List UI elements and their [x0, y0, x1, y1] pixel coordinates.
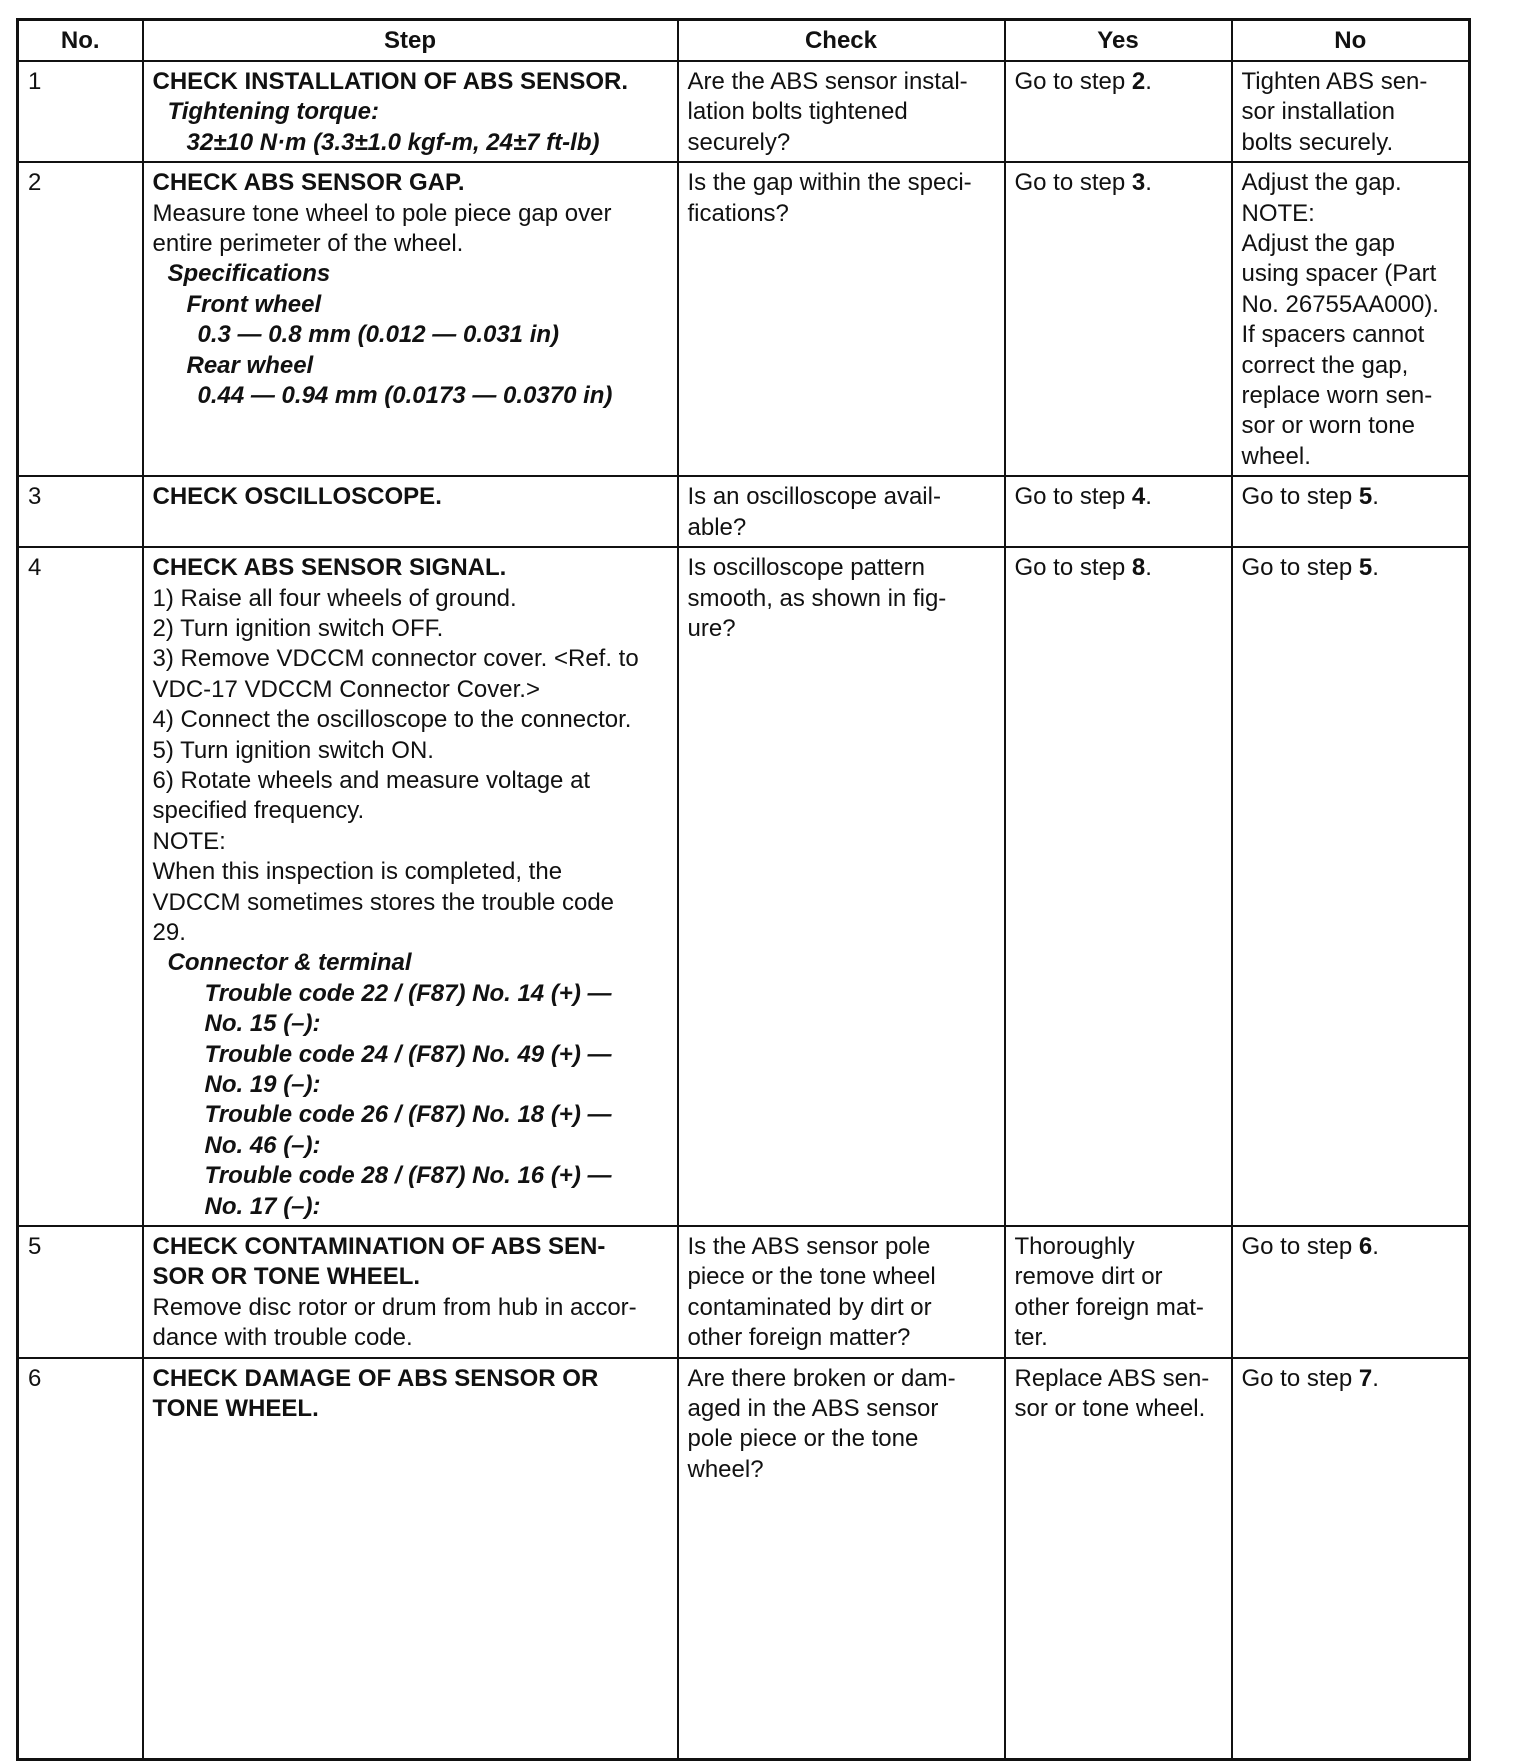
step-line: 29. [152, 918, 186, 946]
step-line: CHECK INSTALLATION OF ABS SENSOR. [152, 68, 629, 95]
check-question: Are the ABS sensor instal- lation bolts tightened securely? [687, 68, 968, 156]
table-row [18, 547, 1470, 1226]
step-line: dance with trouble code. [152, 1324, 413, 1352]
check-question: Is the gap within the speci- fications? [687, 169, 972, 227]
no-outcome-text: Go to step [1241, 1233, 1359, 1261]
table-row [18, 476, 1470, 547]
step-line: No. 46 (–): [204, 1131, 321, 1159]
yes-outcome-text: Go to step [1014, 169, 1132, 197]
step-line: Remove disc rotor or drum from hub in accor- [152, 1293, 637, 1321]
header-no-action: No [1232, 20, 1470, 62]
step-line: 0.44 — 0.94 mm (0.0173 — 0.0370 in) [197, 382, 613, 410]
step-line: Trouble code 26 / (F87) No. 18 (+) — [204, 1101, 612, 1129]
yes-outcome-text: Go to step [1014, 68, 1132, 95]
check-cell [678, 162, 1005, 476]
no-cell [1232, 1226, 1470, 1358]
no-outcome-period: . [1372, 1364, 1379, 1392]
check-question: Is the ABS sensor pole piece or the tone wheel contaminated by dirt or other foreign matter? [687, 1233, 936, 1352]
check-cell [678, 1226, 1005, 1358]
step-number-cell: 6 [18, 1358, 143, 1760]
diagnostic-table [16, 18, 1471, 1761]
no-outcome-step-number: 5 [1358, 554, 1373, 582]
step-line: CHECK ABS SENSOR SIGNAL. [152, 554, 507, 582]
step-line: No. 15 (–): [204, 1010, 321, 1038]
check-cell [678, 1358, 1005, 1760]
step-number-cell: 2 [18, 162, 143, 476]
yes-outcome-text: Replace ABS sen- sor or tone wheel. [1014, 1364, 1210, 1423]
yes-cell [1005, 476, 1232, 547]
header-row [18, 20, 1470, 62]
step-line: TONE WHEEL. [152, 1395, 319, 1423]
yes-outcome-text: Go to step [1014, 554, 1132, 582]
yes-outcome-step-number: 4 [1131, 483, 1146, 511]
table-body [18, 61, 1470, 1760]
yes-outcome-step-number: 8 [1131, 554, 1146, 582]
no-outcome-period: . [1372, 554, 1379, 582]
check-question: Is oscilloscope pattern smooth, as shown in fig- ure? [687, 554, 947, 642]
step-line: When this inspection is completed, the [152, 858, 563, 886]
yes-outcome-text: Go to step [1014, 483, 1132, 511]
no-cell [1232, 1358, 1470, 1760]
no-outcome-text: Adjust the gap. NOTE: Adjust the gap using spacer (Part No. 26755AA000). If spacers cannot correct the gap, replace worn sen- sor or worn tone wheel. [1241, 169, 1439, 470]
step-line: CHECK OSCILLOSCOPE. [152, 483, 442, 511]
step-number-cell: 1 [18, 61, 143, 162]
step-line: entire perimeter of the wheel. [152, 230, 464, 258]
step-line: Tightening torque: [167, 98, 380, 126]
no-outcome-step-number: 7 [1358, 1364, 1373, 1392]
step-line: Trouble code 28 / (F87) No. 16 (+) — [204, 1162, 612, 1190]
yes-outcome-period: . [1145, 483, 1152, 511]
header-check: Check [678, 20, 1005, 62]
yes-cell [1005, 162, 1232, 476]
yes-outcome-period: . [1145, 169, 1152, 197]
step-number-cell: 5 [18, 1226, 143, 1358]
step-cell [143, 547, 678, 1226]
no-outcome-text: Tighten ABS sen- sor installation bolts securely. [1241, 68, 1428, 156]
step-line: VDCCM sometimes stores the trouble code [152, 888, 615, 916]
step-cell [143, 1358, 678, 1760]
diagnostic-procedure-sheet [16, 18, 1468, 1761]
step-line: CHECK DAMAGE OF ABS SENSOR OR [152, 1364, 599, 1392]
no-outcome-period: . [1372, 1233, 1379, 1261]
step-line: 0.3 — 0.8 mm (0.012 — 0.031 in) [197, 321, 560, 349]
yes-cell [1005, 1226, 1232, 1358]
step-line: 32±10 N·m (3.3±1.0 kgf-m, 24±7 ft-lb) [186, 128, 600, 156]
check-cell [678, 547, 1005, 1226]
step-number-cell: 3 [18, 476, 143, 547]
no-cell [1232, 476, 1470, 547]
no-outcome-step-number: 6 [1358, 1233, 1373, 1261]
yes-cell [1005, 547, 1232, 1226]
header-yes: Yes [1005, 20, 1232, 62]
no-outcome-step-number: 5 [1358, 483, 1373, 511]
step-line: specified frequency. [152, 797, 365, 825]
yes-outcome-step-number: 2 [1131, 68, 1146, 95]
step-line: Trouble code 24 / (F87) No. 49 (+) — [204, 1040, 612, 1068]
step-number-cell: 4 [18, 547, 143, 1226]
no-outcome-text: Go to step [1241, 483, 1359, 511]
check-cell [678, 61, 1005, 162]
no-cell [1232, 61, 1470, 162]
step-line: 1) Raise all four wheels of ground. [152, 584, 517, 612]
step-line: 5) Turn ignition switch ON. [152, 736, 434, 764]
yes-outcome-step-number: 3 [1131, 169, 1146, 197]
table-row [18, 61, 1470, 162]
header-no: No. [18, 20, 143, 62]
no-outcome-text: Go to step [1241, 1364, 1359, 1392]
table-row [18, 1358, 1470, 1760]
step-line: CHECK ABS SENSOR GAP. [152, 169, 465, 197]
step-line: No. 17 (–): [204, 1192, 321, 1220]
yes-outcome-period: . [1145, 68, 1152, 95]
step-line: Specifications [167, 260, 331, 288]
step-line: Trouble code 22 / (F87) No. 14 (+) — [204, 979, 612, 1007]
step-line: 4) Connect the oscilloscope to the connector. [152, 706, 632, 734]
no-cell [1232, 547, 1470, 1226]
step-line: NOTE: [152, 827, 226, 855]
check-question: Are there broken or dam- aged in the ABS sensor pole piece or the tone wheel? [687, 1364, 956, 1483]
check-question: Is an oscilloscope avail- able? [687, 483, 941, 541]
header-step: Step [143, 20, 678, 62]
table-row [18, 162, 1470, 476]
step-cell [143, 162, 678, 476]
step-line: Front wheel [186, 290, 322, 318]
step-cell [143, 1226, 678, 1358]
no-outcome-text: Go to step [1241, 554, 1359, 582]
yes-outcome-text: Thoroughly remove dirt or other foreign mat- ter. [1014, 1233, 1204, 1352]
yes-cell [1005, 1358, 1232, 1760]
step-line: Rear wheel [186, 351, 314, 379]
yes-outcome-period: . [1145, 554, 1152, 582]
step-line: VDC-17 VDCCM Connector Cover.> [152, 675, 540, 703]
step-line: 6) Rotate wheels and measure voltage at [152, 766, 591, 794]
step-cell [143, 61, 678, 162]
step-line: 2) Turn ignition switch OFF. [152, 614, 444, 642]
yes-cell [1005, 61, 1232, 162]
step-cell [143, 476, 678, 547]
table-row [18, 1226, 1470, 1358]
step-line: 3) Remove VDCCM connector cover. <Ref. to [152, 645, 639, 673]
no-cell [1232, 162, 1470, 476]
no-outcome-period: . [1372, 483, 1379, 511]
step-line: No. 19 (–): [204, 1071, 321, 1098]
check-cell [678, 476, 1005, 547]
step-line: Connector & terminal [167, 949, 412, 977]
step-line: SOR OR TONE WHEEL. [152, 1263, 421, 1291]
step-line: CHECK CONTAMINATION OF ABS SEN- [152, 1233, 606, 1261]
step-line: Measure tone wheel to pole piece gap over [152, 199, 612, 227]
